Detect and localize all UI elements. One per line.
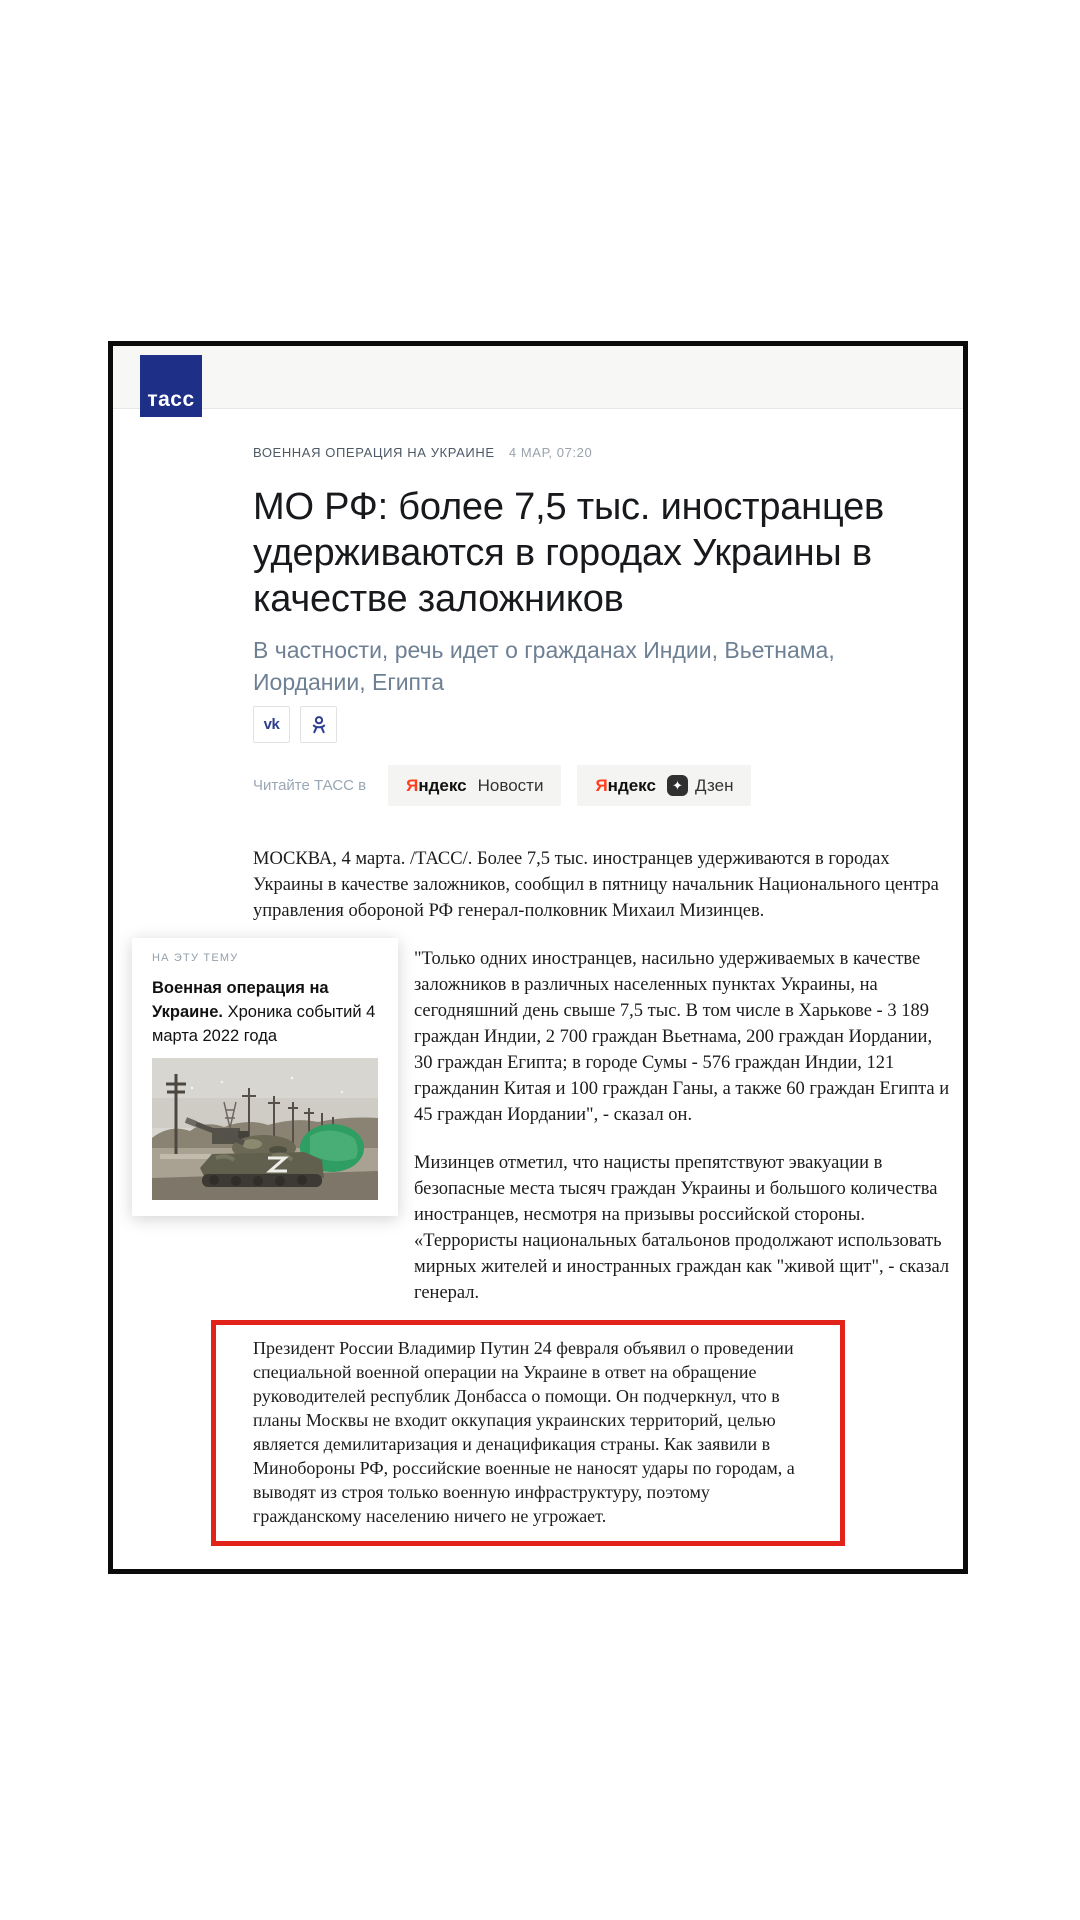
follow-row	[253, 765, 951, 806]
vk-icon: vk	[263, 716, 280, 733]
context-highlight-box	[211, 1320, 845, 1546]
highlight-text: Президент России Владимир Путин 24 февраля объявил о проведении специальной военной операции на Украине в ответ на обращение руководителей республик Донбасса о помощи. Он подчеркнул, что в планы Москвы не входит оккупация украинских территорий, целью является демилитаризация и денацификация страны. Как заявили в Минобороны РФ, российские военные не наносят удары по городам, а выводят из строя только военную инфраструктуру, поэтому гражданскому населению ничего не угрожает.	[253, 1338, 795, 1526]
related-card-label: НА ЭТУ ТЕМУ	[152, 952, 239, 964]
site-header	[113, 346, 963, 409]
odnoklassniki-icon	[309, 715, 329, 735]
vk-share-button[interactable]	[253, 706, 290, 743]
yandex-news-label: Новости	[477, 775, 544, 795]
tass-logo[interactable]	[140, 355, 202, 417]
category-link[interactable]: ВОЕННАЯ ОПЕРАЦИЯ НА УКРАИНЕ	[253, 445, 495, 460]
ok-share-button[interactable]	[300, 706, 337, 743]
zen-star-icon: ✦	[667, 775, 688, 796]
yandex-news-badge[interactable]: Яндекс Новости	[388, 765, 561, 806]
article-lead: В частности, речь идет о гражданах Индии, Вьетнама, Иордании, Египта	[253, 637, 835, 695]
yandex-zen-label: Дзен	[694, 775, 734, 795]
tank-photo	[152, 1058, 378, 1200]
tass-logo-text: тасс	[147, 388, 195, 411]
article-meta	[253, 445, 951, 460]
article-page-frame	[108, 341, 968, 1574]
article-body	[152, 846, 951, 1546]
article	[113, 409, 963, 1546]
share-row	[253, 706, 951, 743]
paragraph-3: Мизинцев отметил, что нацисты препятствуют эвакуации в безопасные места тысяч граждан Украины и большого количества иностранцев, несмотря на призывы российской стороны. «Террористы национальных батальонов продолжают использовать мирных жителей и иностранных граждан как "живой щит", - сказал генерал.	[414, 1153, 950, 1303]
article-title: МО РФ: более 7,5 тыс. иностранцев удерживаются в городах Украины в качестве заложников	[253, 486, 885, 620]
yandex-letter: Я	[595, 775, 608, 795]
yandex-letter: Я	[406, 775, 419, 795]
yandex-zen-badge[interactable]: Яндекс ✦ Дзен	[577, 765, 751, 806]
paragraph-1: МОСКВА, 4 марта. /ТАСС/. Более 7,5 тыс. иностранцев удерживаются в городах Украины в качестве заложников, сообщил в пятницу начальник Национального центра управления обороной РФ генерал-полковник Михаил Мизинцев.	[253, 849, 939, 921]
related-card-title: Военная операция на Украине. Хроника событий 4 марта 2022 года	[152, 979, 376, 1045]
follow-label: Читайте ТАСС в	[253, 777, 367, 794]
related-article-card[interactable]	[132, 938, 398, 1216]
publish-time: 4 МАР, 07:20	[508, 445, 593, 460]
paragraph-2: "Только одних иностранцев, насильно удерживаемых в качестве заложников в различных населенных пунктах Украины, на сегодняшний день свыше 7,5 тыс. В том числе в Харькове - 3 189 граждан Индии, 2 700 граждан Вьетнама, 200 граждан Иордании, 30 граждан Египта; в городе Сумы - 576 граждан Индии, 121 гражданин Китая и 100 граждан Ганы, а также 60 граждан Египта и 45 граждан Иордании", - сказал он.	[414, 949, 950, 1125]
